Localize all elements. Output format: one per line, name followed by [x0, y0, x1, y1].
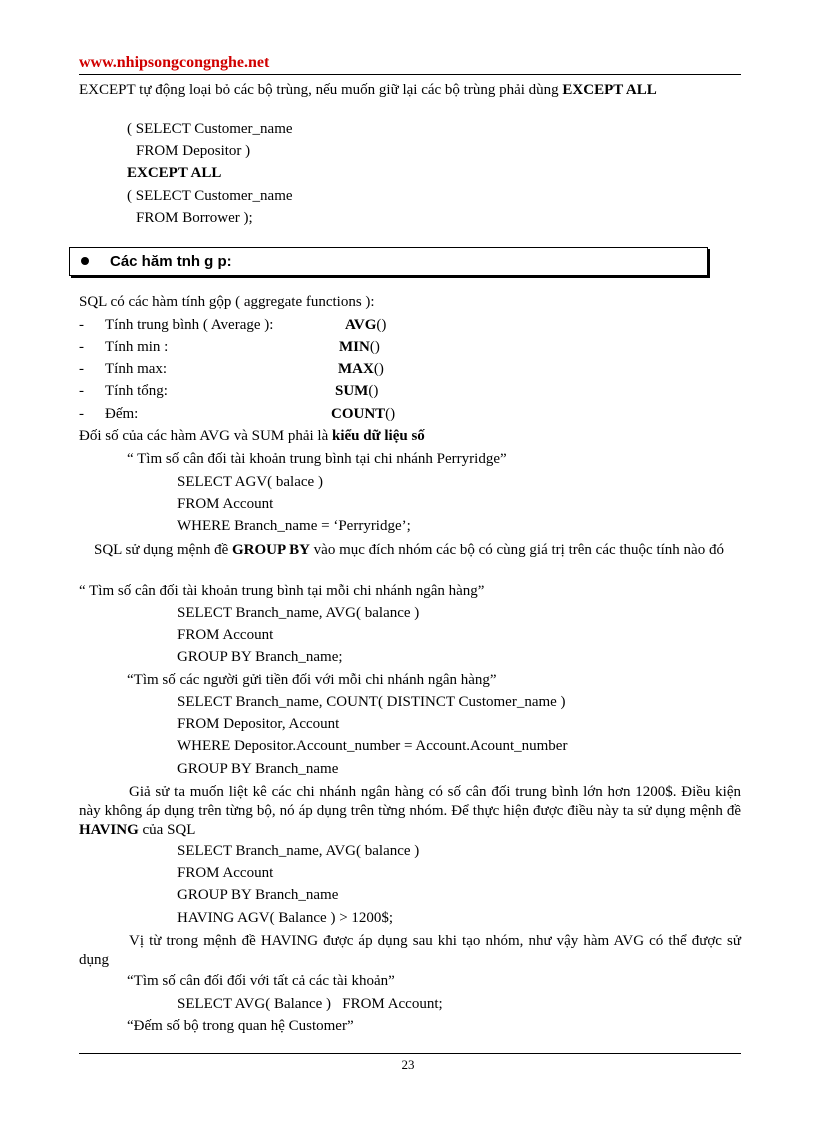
- list-dash: -: [79, 339, 84, 355]
- function-paren: (): [369, 339, 380, 355]
- note-text: Đối số của các hàm AVG và SUM phải là: [79, 428, 333, 444]
- example-6-quote: “Đếm số bộ trong quan hệ Customer”: [127, 1018, 354, 1034]
- function-paren: (): [385, 406, 396, 422]
- having-bold: HAVING: [79, 822, 139, 838]
- example-3-sql-line: GROUP BY Branch_name: [177, 761, 339, 777]
- list-item-label: Tính max:: [105, 361, 168, 377]
- list-dash: -: [79, 361, 84, 377]
- aggregate-note: [79, 429, 425, 444]
- function-name: COUNT: [331, 406, 386, 422]
- function-paren: (): [376, 317, 387, 333]
- intro-text: EXCEPT tự động loại bỏ các bộ trùng, nếu muốn giữ lại các bộ trùng phải dùng: [79, 82, 563, 98]
- page-number: 23: [401, 1057, 415, 1072]
- example-4-sql-line: GROUP BY Branch_name: [177, 887, 339, 903]
- list-item-function: [339, 340, 380, 355]
- example-3-sql-line: SELECT Branch_name, COUNT( DISTINCT Customer_name ): [177, 694, 566, 710]
- having-text-2: của SQL: [138, 822, 196, 838]
- except-sql-line-4: ( SELECT Customer_name: [127, 188, 293, 204]
- example-1-sql-line: WHERE Branch_name = ‘Perryridge’;: [177, 518, 411, 534]
- example-1-quote: “ Tìm số cân đối tài khoản trung bình tại chi nhánh Perryridge”: [127, 451, 507, 467]
- example-4-sql-line: SELECT Branch_name, AVG( balance ): [177, 843, 420, 859]
- function-paren: (): [368, 383, 379, 399]
- except-sql-line-1: ( SELECT Customer_name: [127, 121, 293, 137]
- example-4-sql-line: FROM Account: [177, 865, 274, 881]
- section-heading-box: [69, 247, 708, 276]
- list-item-label: Đếm:: [105, 406, 139, 422]
- example-3-sql-line: WHERE Depositor.Account_number = Account.Acount_number: [177, 738, 568, 754]
- intro-bold: EXCEPT ALL: [562, 82, 657, 98]
- having-paragraph: [79, 783, 741, 840]
- function-name: MAX: [338, 361, 374, 377]
- bullet-icon: [81, 257, 89, 265]
- note-bold: kiểu dữ liệu số: [332, 428, 425, 444]
- list-item-function: [331, 407, 395, 422]
- list-item-function: [335, 384, 378, 399]
- example-2-quote: “ Tìm số cân đối tài khoản trung bình tại mỗi chi nhánh ngân hàng”: [79, 583, 485, 599]
- list-item-function: [345, 318, 386, 333]
- example-4-sql-line: HAVING AGV( Balance ) > 1200$;: [177, 910, 394, 926]
- example-2-sql-line: FROM Account: [177, 627, 274, 643]
- list-dash: -: [79, 317, 84, 333]
- example-5-quote: “Tìm số cân đối đối với tất cả các tài khoản”: [127, 973, 395, 989]
- header-rule: [79, 74, 741, 75]
- list-item-label: Tính min :: [105, 339, 169, 355]
- header-site-link[interactable]: www.nhipsongcongnghe.net: [79, 54, 270, 71]
- list-item-function: [338, 362, 384, 377]
- function-paren: (): [373, 361, 384, 377]
- groupby-paragraph: [79, 541, 741, 560]
- footer-rule: [79, 1053, 741, 1054]
- aggregate-intro: SQL có các hàm tính gộp ( aggregate functions ):: [79, 294, 375, 310]
- groupby-bold: GROUP BY: [231, 542, 310, 558]
- example-3-quote: “Tìm số các người gửi tiền đối với mỗi chi nhánh ngân hàng”: [127, 672, 497, 688]
- list-dash: -: [79, 406, 84, 422]
- having-text-1: Giả sử ta muốn liệt kê các chi nhánh ngân hàng có số cân đối trung bình lớn hơn 1200$. Điều kiện này không áp dụng trên từng bộ, nó áp dụng trên từng nhóm. Để thực hiện được điều này ta sử dụng mệnh đề: [79, 784, 741, 819]
- list-item-label: Tính trung bình ( Average ):: [105, 317, 274, 333]
- except-sql-line-2: FROM Depositor ): [136, 143, 251, 159]
- function-name: SUM: [335, 383, 369, 399]
- except-sql-line-3: EXCEPT ALL: [127, 165, 222, 181]
- example-1-sql-line: SELECT AGV( balace ): [177, 474, 323, 490]
- section-title: Các hăm tnh g p:: [110, 253, 232, 270]
- groupby-text-1: SQL sử dụng mệnh đề: [94, 542, 232, 558]
- example-3-sql-line: FROM Depositor, Account: [177, 716, 340, 732]
- function-name: AVG: [345, 317, 377, 333]
- groupby-text-2: vào mục đích nhóm các bộ có cùng giá trị trên các thuộc tính nào đó: [309, 542, 724, 558]
- except-sql-line-5: FROM Borrower );: [136, 210, 253, 226]
- function-name: MIN: [339, 339, 370, 355]
- intro-paragraph: [79, 81, 741, 100]
- list-dash: -: [79, 383, 84, 399]
- example-5-sql-line: SELECT AVG( Balance ) FROM Account;: [177, 996, 443, 1012]
- example-2-sql-line: SELECT Branch_name, AVG( balance ): [177, 605, 420, 621]
- position-paragraph: Vị từ trong mệnh đề HAVING được áp dụng sau khi tạo nhóm, như vậy hàm AVG có thể được sử dụng: [79, 933, 741, 968]
- example-1-sql-line: FROM Account: [177, 496, 274, 512]
- example-2-sql-line: GROUP BY Branch_name;: [177, 649, 343, 665]
- list-item-label: Tính tổng:: [105, 383, 168, 399]
